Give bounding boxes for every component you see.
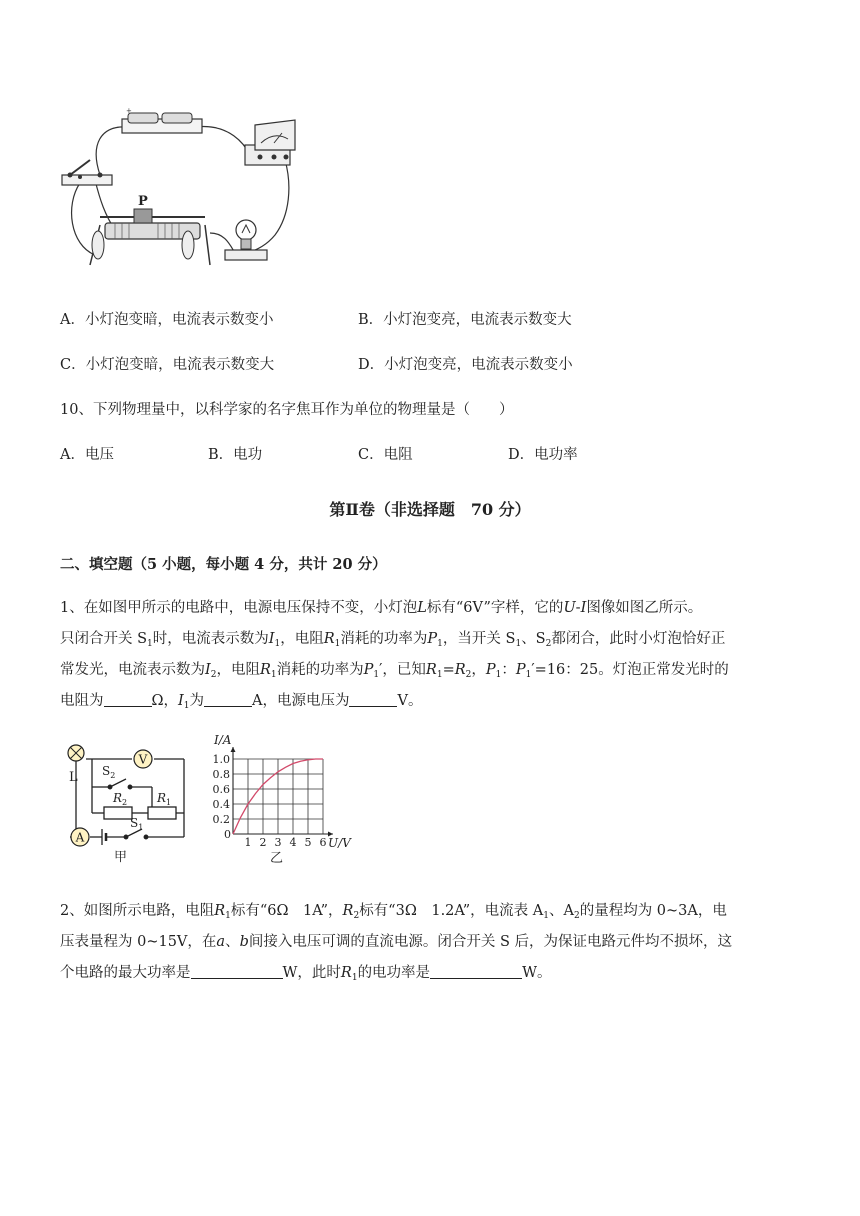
section-title: 第Ⅱ卷（非选择题 70 分） bbox=[329, 500, 531, 519]
y-tick-label: 0.4 bbox=[212, 798, 230, 811]
voltmeter-letter: V bbox=[138, 752, 148, 767]
switch-device bbox=[62, 160, 112, 185]
fill2-line-3: 个电路的最大功率是 W，此时$R_1$的电功率是 W。 bbox=[60, 965, 552, 983]
q9-option-b: B．小灯泡变亮，电流表示数变大 bbox=[358, 312, 572, 328]
fill-question-1 bbox=[60, 593, 804, 717]
y-tick-label: 1.0 bbox=[212, 753, 230, 766]
y-tick-label: 0.6 bbox=[212, 783, 230, 796]
figure-caption-jia: 甲 bbox=[114, 850, 128, 865]
chart-axes bbox=[231, 747, 334, 837]
y-tick-label: 0.8 bbox=[212, 768, 230, 781]
circuit-apparatus-figure bbox=[60, 105, 310, 275]
fill1-line-4: 电阻为 Ω，$I_1$为 A，电源电压为 V。 bbox=[60, 693, 423, 711]
battery-box bbox=[122, 107, 202, 133]
slider-label-p: P bbox=[138, 194, 148, 209]
q9-option-c: C．小灯泡变暗，电流表示数变大 bbox=[60, 357, 275, 373]
fill1-line-2: 只闭合开关 $S_1$时，电流表示数为$I_1$，电阻$R_1$消耗的功率为$P_1$，当开关 $S_1$、$S_2$都闭合，此时小灯泡恰好正 bbox=[60, 631, 726, 649]
fill1-line-1: 1、在如图甲所示的电路中，电源电压保持不变，小灯泡L标有“6V”字样，它的U-I图像如图乙所示。 bbox=[60, 600, 703, 616]
y-axis-arrow bbox=[231, 747, 236, 752]
y-tick-label: 0.2 bbox=[212, 813, 230, 826]
resistor-r2-label: $R_2$ bbox=[113, 791, 128, 807]
answer-blank-5[interactable] bbox=[430, 964, 522, 979]
answer-blank-1[interactable] bbox=[104, 692, 152, 707]
x-tick-label: 6 bbox=[319, 836, 327, 849]
fill-question-2 bbox=[60, 896, 804, 989]
q10-stem: 10、下列物理量中，以科学家的名字焦耳作为单位的物理量是（ ） bbox=[60, 402, 514, 418]
resistor-r1-label: $R_1$ bbox=[157, 791, 172, 807]
q10-option-d: D．电功率 bbox=[508, 447, 578, 463]
chart-y-ticks bbox=[213, 753, 231, 826]
svg-text:+: + bbox=[126, 107, 132, 115]
chart-x-axis-label: U/V bbox=[328, 836, 351, 850]
chart-y-axis-label: I/A bbox=[214, 733, 232, 747]
chart-x-ticks bbox=[245, 836, 327, 849]
q10-option-c: C．电阻 bbox=[358, 447, 413, 463]
iu-chart-yi bbox=[200, 730, 360, 865]
circuit-diagram-jia bbox=[56, 735, 196, 865]
rheostat-device bbox=[90, 194, 210, 265]
subsection-title: 二、填空题（5 小题，每小题 4 分，共计 20 分） bbox=[60, 556, 387, 573]
answer-blank-4[interactable] bbox=[191, 964, 283, 979]
ammeter-device bbox=[245, 120, 295, 165]
fill2-line-1: 2、如图所示电路，电阻$R_1$标有“6Ω 1A”，$R_2$标有“3Ω 1.2A”，电流表 $A_1$、$A_2$的量程均为 0~3A，电 bbox=[60, 903, 727, 921]
x-tick-label: 1 bbox=[244, 836, 252, 849]
ammeter-letter: A bbox=[75, 830, 85, 845]
answer-blank-3[interactable] bbox=[349, 692, 397, 707]
lamp-device bbox=[225, 220, 267, 260]
lamp-label: L bbox=[69, 770, 78, 785]
q10-option-b: B．电功 bbox=[208, 447, 263, 463]
q10-option-a: A．电压 bbox=[60, 447, 114, 463]
fill2-line-2: 压表量程为 0~15V，在a、b间接入电压可调的直流电源。闭合开关 S 后，为保证电路元件均不损坏，这 bbox=[60, 934, 733, 950]
switch-s1-label: $S_1$ bbox=[130, 816, 144, 832]
x-tick-label: 3 bbox=[274, 836, 282, 849]
x-tick-label: 4 bbox=[289, 836, 297, 849]
x-tick-label: 5 bbox=[304, 836, 312, 849]
fill1-line-3: 常发光，电流表示数为$I_2$，电阻$R_1$消耗的功率为$P_1'$，已知$R_1=R_2$，$P_1$：$P_1'=16$：25。灯泡正常发光时的 bbox=[60, 662, 729, 680]
x-tick-label: 2 bbox=[259, 836, 267, 849]
chart-grid bbox=[233, 759, 323, 834]
q9-option-a: A．小灯泡变暗，电流表示数变小 bbox=[60, 312, 274, 328]
figure-caption-yi: 乙 bbox=[270, 851, 284, 865]
q9-option-d: D．小灯泡变亮，电流表示数变小 bbox=[358, 357, 573, 373]
answer-blank-2[interactable] bbox=[204, 692, 252, 707]
lamp-symbol bbox=[68, 745, 84, 761]
switch-s2-label: $S_2$ bbox=[102, 764, 116, 780]
chart-origin-label: 0 bbox=[224, 828, 231, 841]
